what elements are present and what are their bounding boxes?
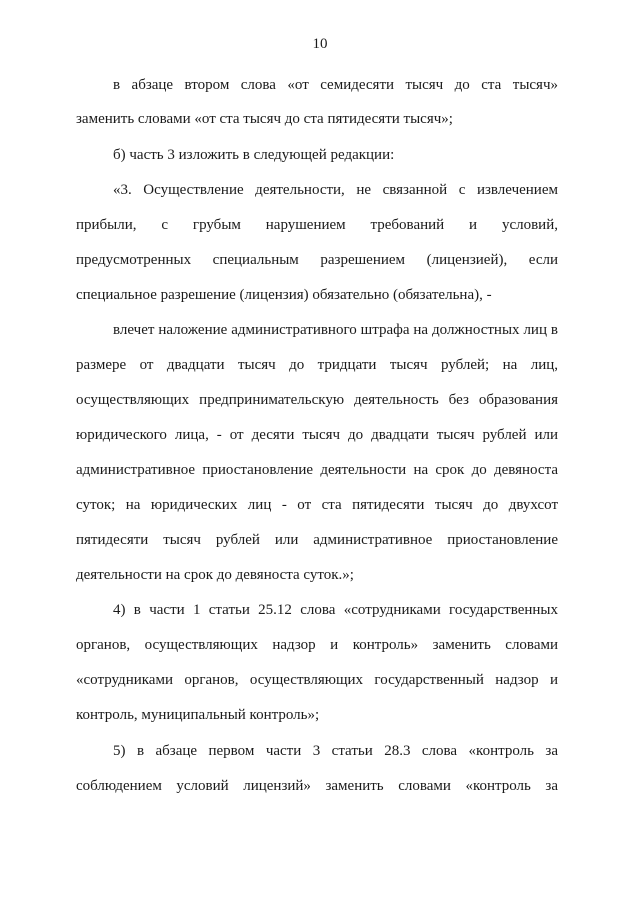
text-line: «сотрудниками органов, осуществляющих государственный надзор и xyxy=(76,672,558,688)
text-line: предусмотренных специальным разрешением (лицензией), если xyxy=(76,252,558,268)
text-line: осуществляющих предпринимательскую деятельность без образования xyxy=(76,392,558,408)
page-number: 10 xyxy=(312,36,328,52)
text-line: контроль, муниципальный контроль»; xyxy=(76,707,320,723)
text-line: 5) в абзаце первом части 3 статьи 28.3 слова «контроль за xyxy=(113,743,558,759)
text-line: б) часть 3 изложить в следующей редакции: xyxy=(113,147,395,163)
text-line: влечет наложение административного штрафа на должностных лиц в xyxy=(113,322,558,338)
text-line: «3. Осуществление деятельности, не связанной с извлечением xyxy=(113,182,558,198)
text-line: пятидесяти тысяч рублей или административное приостановление xyxy=(76,532,558,548)
text-line: суток; на юридических лиц - от ста пятидесяти тысяч до двухсот xyxy=(76,497,558,513)
text-line: соблюдением условий лицензий» заменить словами «контроль за xyxy=(76,778,558,794)
text-line: административное приостановление деятельности на срок до девяноста xyxy=(76,462,558,478)
text-line: заменить словами «от ста тысяч до ста пятидесяти тысяч»; xyxy=(76,111,453,127)
text-line: прибыли, с грубым нарушением требований и условий, xyxy=(76,217,558,233)
text-line: 4) в части 1 статьи 25.12 слова «сотрудниками государственных xyxy=(113,602,558,618)
text-line: специальное разрешение (лицензия) обязательно (обязательна), - xyxy=(76,287,492,303)
text-line: размере от двадцати тысяч до тридцати тысяч рублей; на лиц, xyxy=(76,357,558,373)
text-line: в абзаце втором слова «от семидесяти тысяч до ста тысяч» xyxy=(113,77,558,93)
text-line: деятельности на срок до девяноста суток.»; xyxy=(76,567,354,583)
text-line: органов, осуществляющих надзор и контроль» заменить словами xyxy=(76,637,558,653)
text-line: юридического лица, - от десяти тысяч до двадцати тысяч рублей или xyxy=(76,427,558,443)
